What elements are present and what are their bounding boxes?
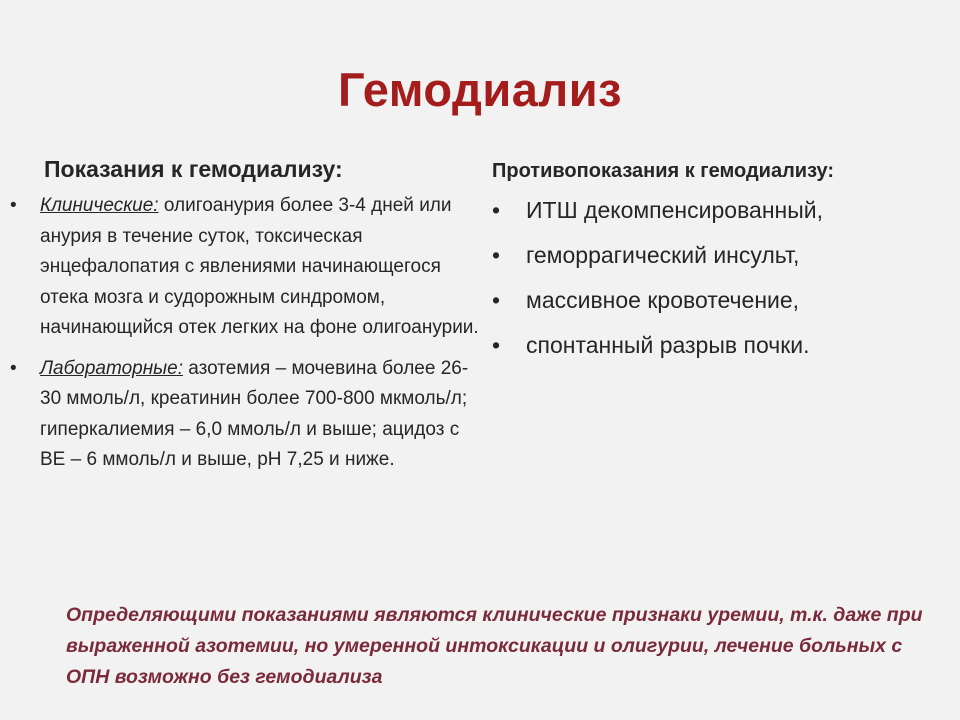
indications-list	[10, 191, 480, 476]
bullet-icon: •	[10, 357, 17, 379]
indications-heading: Показания к гемодиализу:	[44, 156, 343, 182]
bullet-icon: •	[10, 195, 17, 216]
contraindications-list	[492, 193, 942, 362]
bullet-icon: •	[492, 332, 501, 358]
contraindication-item	[492, 193, 942, 227]
conclusion-note: Определяющими показаниями являются клинические признаки уремии, т.к. даже при выраженной азотемии, но умеренной интоксикации и олигурии, лечение больных с ОПН возможно без гемодиализа	[66, 604, 923, 688]
indication-item-laboratory	[10, 354, 480, 476]
indication-label: Лабораторные:	[40, 357, 184, 379]
indication-item-clinical	[10, 191, 480, 344]
indications-section	[10, 156, 480, 486]
slide-title: Гемодиализ	[338, 63, 622, 116]
contraindications-heading: Противопоказания к гемодиализу:	[492, 160, 835, 182]
indication-text: азотемия – мочевина более 26-30 ммоль/л, креатинин более 700-800 мкмоль/л; гиперкалиемия – 6,0 ммоль/л и выше; ацидоз с BE – 6 ммоль/л и выше, pH 7,25 и ниже.	[40, 357, 469, 470]
bullet-icon: •	[492, 242, 501, 268]
contraindication-text: спонтанный разрыв почки.	[526, 332, 810, 358]
contraindication-item	[492, 283, 942, 317]
bullet-icon: •	[492, 287, 501, 313]
contraindication-text: геморрагический инсульт,	[526, 242, 800, 268]
indication-label: Клинические:	[40, 195, 159, 216]
contraindication-text: ИТШ декомпенсированный,	[526, 197, 823, 223]
contraindication-item	[492, 328, 942, 362]
bullet-icon: •	[492, 197, 501, 223]
contraindication-text: массивное кровотечение,	[526, 287, 800, 313]
indication-text: олигоанурия более 3-4 дней или анурия в течение суток, токсическая энцефалопатия с явлениями начинающегося отека мозга и судорожным синдромом, начинающийся отек легких на фоне олигоанурии.	[40, 195, 479, 338]
contraindications-section	[492, 156, 942, 373]
contraindication-item	[492, 238, 942, 272]
